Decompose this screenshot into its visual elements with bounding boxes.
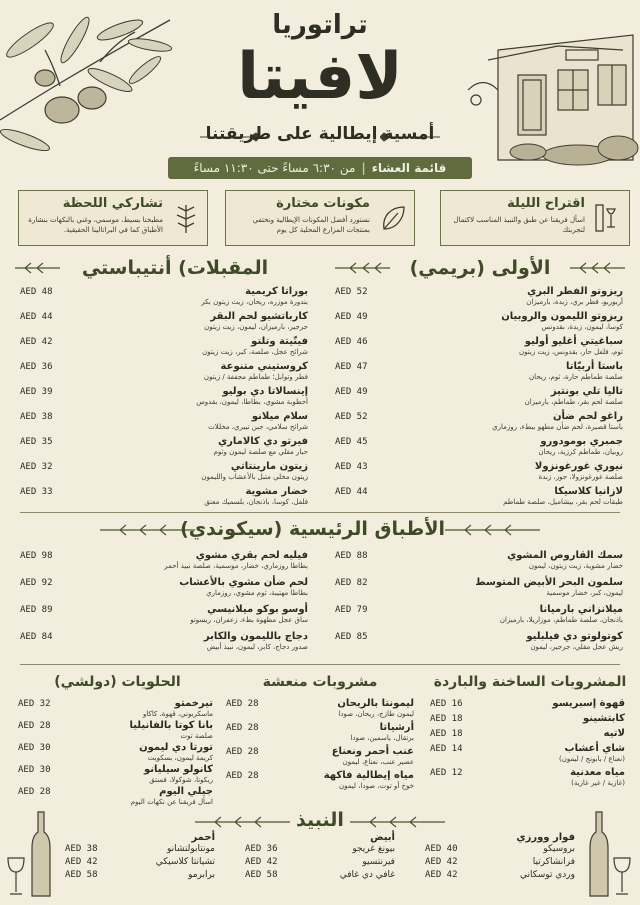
item-description: ريكوتا، شوكولا، فستق (149, 776, 213, 784)
wine-price: AED 42 (65, 857, 98, 867)
item-name: بانا كوتا بالفانيليا (129, 720, 213, 731)
wine-name: تشيانتا كلاسيكي (155, 857, 215, 867)
item-name: سلمون البحر الأبيض المتوسط (475, 577, 623, 588)
section-title-drinks-fresh: مشروبات منعشة (262, 674, 378, 690)
divider (20, 512, 620, 513)
feature-desc: اسأل فريقنا عن طبق والنبيذ المناسب لاكتمال لتجربتك (453, 216, 585, 234)
item-description: ماسكربوني، قهوة، كاكاو (143, 710, 213, 718)
item-price: AED 47 (335, 362, 368, 372)
item-description: صلصة طماطم حارة، ثوم، ريحان (528, 373, 623, 381)
item-price: AED 28 (18, 721, 51, 731)
item-description: ليمون طازج، ريحان، صودا (338, 710, 414, 718)
section-title-drinks-hot: المشروبات الساخنة والباردة (433, 674, 627, 690)
item-name: تاليا تلي بونتيز (550, 386, 623, 397)
item-name: راغو لحم ضأن (552, 411, 623, 422)
item-description: صلصة توت (180, 732, 213, 740)
item-name: نيوري غورغونزولا (534, 461, 623, 472)
item-description: بطاطا روزماري، خضار، موسمية، صلصة نبيذ أحمر (164, 562, 308, 570)
item-name: أوسو بوكو ميلانيسي (207, 604, 308, 615)
item-name: كروستيني متنوعة (220, 361, 308, 372)
item-description: أربوريو، فطر بري، زبدة، بارميزان (526, 298, 623, 306)
feature-selected-ingredients (225, 190, 415, 246)
item-name: سلام ميلانو (251, 411, 308, 422)
item-price: AED 49 (335, 312, 368, 322)
menu-item (20, 386, 308, 407)
wine-column-red (65, 832, 215, 882)
item-name: فيليه لحم بقري مشوي (195, 550, 308, 561)
item-name: عنب أحمر ونعناع (331, 746, 414, 757)
menu-item (335, 386, 623, 407)
item-description: (غازية / غير غازية) (571, 779, 625, 787)
menu-item (335, 361, 623, 382)
item-price: AED 85 (335, 632, 368, 642)
item-name: لاتيه (603, 728, 625, 739)
item-description: زيتون مخلي متبل بالأعشاب والليمون (201, 473, 308, 481)
item-description: باستا قصيرة، لحم ضأن مطهو ببطء، روزماري (492, 423, 623, 431)
item-description: حبار مقلي مع صلصة ليمون وثوم (213, 448, 308, 456)
item-name: إينسالاتا دي بوليو (222, 386, 308, 397)
antipasti-list (20, 286, 308, 511)
item-description: ساق عجل مطهوة بطء، زعفران، ريسوتو (190, 616, 308, 624)
item-price: AED 49 (335, 387, 368, 397)
menu-item (335, 286, 623, 307)
menu-item (335, 436, 623, 457)
menu-item (20, 411, 308, 432)
feature-desc: مطبخنا بسيط، موسمي، وغني بالنكهات بنشارة الأطباق كما في البراتالينا الحقيقية. (28, 216, 163, 234)
item-description: خوخ أو توت، صودا، ليمون (338, 782, 414, 790)
wine-item (245, 843, 395, 856)
wine-name: وردي توسكاني (519, 870, 575, 880)
item-name: زيتون مارينتاتي (230, 461, 308, 472)
restaurant-name: لافيتا (237, 40, 403, 114)
wine-item (245, 856, 395, 869)
item-description: (نعناع / بابونج / ليمون) (559, 755, 625, 763)
wine-bottle-icon (578, 808, 633, 900)
item-description: كوسا، ليمون، زبدة، بقدونس (541, 323, 623, 331)
drinks-fresh-list (226, 698, 414, 794)
wine-name: بروسيكو (543, 844, 575, 854)
feature-share-moment (18, 190, 208, 246)
dinner-menu-label: قائمة العشاء (371, 161, 447, 175)
item-price: AED 52 (335, 412, 368, 422)
section-title-antipasti: المقبلات) أنتيباستي (81, 257, 269, 279)
item-name: لازانيا كلاسيكا (554, 486, 623, 497)
item-name: كابتشينو (582, 713, 625, 724)
item-description: أحطوبة مشوي، بطاطا، ليمون، بقدوس (196, 398, 308, 406)
item-name: قهوة إسبريسو (552, 698, 625, 709)
item-price: AED 42 (20, 337, 53, 347)
dinner-hours-banner: قائمة العشاء | من ٦:٣٠ مساءً حتى ١١:٣٠ مساءً (168, 157, 472, 179)
branch-ornament (350, 816, 445, 828)
wine-name: برابرمو (188, 870, 215, 880)
secondi-list-left (20, 550, 308, 658)
leaf-icon (378, 201, 408, 235)
branch-ornament (570, 262, 625, 274)
menu-item (430, 743, 625, 764)
item-price: AED 33 (20, 487, 53, 497)
menu-item (430, 713, 625, 725)
wine-item (65, 869, 215, 882)
item-name: ريزوتو الفطر البري (527, 286, 623, 297)
menu-item (430, 698, 625, 710)
item-price: AED 46 (335, 337, 368, 347)
drinks-hot-list (430, 698, 625, 791)
section-title-wine: النبيذ (296, 809, 344, 831)
menu-item (18, 698, 213, 719)
item-name: فيرتو دي كالاماري (217, 436, 308, 447)
wine-column-heading: أحمر (191, 832, 215, 843)
item-name: مياه معدنية (570, 767, 625, 778)
item-description: كريمة ليمون، بسكويت (147, 754, 213, 762)
item-price: AED 79 (335, 605, 368, 615)
menu-item (335, 411, 623, 432)
item-name: لحم ضأن مشوي بالأعشاب (179, 577, 308, 588)
menu-item (335, 604, 623, 625)
item-price: AED 44 (20, 312, 53, 322)
wine-name: فرانشاكرتيا (532, 857, 575, 867)
item-price: AED 89 (20, 605, 53, 615)
menu-item (18, 742, 213, 763)
menu-item (18, 786, 213, 807)
primi-list (335, 286, 623, 511)
wine-name: مونتابولتشانو (167, 844, 215, 854)
wine-column-heading: فوار وورزي (516, 832, 575, 843)
item-name: جيلي اليوم (159, 786, 213, 797)
menu-item (20, 486, 308, 507)
item-price: AED 18 (430, 729, 463, 739)
wine-column-sparkling (425, 832, 575, 882)
wine-glasses-icon (593, 201, 623, 235)
item-price: AED 32 (20, 462, 53, 472)
item-description: طبقات لحم بقر، بيشاميل، صلصة طماطم (503, 498, 623, 506)
item-price: AED 82 (335, 578, 368, 588)
item-description: جرجير، بارميزان، ليمون، زيت زيتون (204, 323, 308, 331)
item-description: صدور دجاج، كابر، ليمون، نبيذ أبيض (206, 643, 308, 651)
menu-item (335, 577, 623, 598)
menu-item (226, 698, 414, 719)
section-title-dolci: الحلويات (دولشي) (54, 674, 181, 690)
item-name: مياه إيطالية فاكهة (323, 770, 414, 781)
wine-price: AED 42 (425, 870, 458, 880)
menu-item (20, 461, 308, 482)
menu-item (20, 604, 308, 625)
wine-name: فيرنتسيو (362, 857, 395, 867)
menu-item (20, 550, 308, 571)
item-price: AED 44 (335, 487, 368, 497)
wine-price: AED 42 (245, 857, 278, 867)
item-name: فيتّيتة وتلتو (251, 336, 308, 347)
item-price: AED 18 (430, 714, 463, 724)
item-description: فطر وتوابل؛ طماطم مجففة / زيتون (203, 373, 308, 381)
wine-bottle-icon (6, 808, 61, 900)
item-description: عصير عنب، نعناع، ليمون (342, 758, 414, 766)
item-price: AED 28 (18, 787, 51, 797)
menu-item (430, 728, 625, 740)
item-name: تيرخمتو (174, 698, 213, 709)
menu-item (430, 767, 625, 788)
herb-icon (171, 201, 201, 235)
branch-ornament (15, 262, 60, 274)
item-name: بوراتا كريمية (245, 286, 308, 297)
wine-price: AED 58 (245, 870, 278, 880)
wine-price: AED 58 (65, 870, 98, 880)
wine-price: AED 36 (245, 844, 278, 854)
wine-name: غافي دي غافي (339, 870, 395, 880)
feature-desc: نستورد أفضل المكونات الإيطالية ونختفي بمنتجات المزارع المحلية كل يوم (252, 216, 370, 234)
item-name: خضار مشوية (245, 486, 308, 497)
wine-name: بيونغ غريجو (352, 844, 395, 854)
menu-item (20, 286, 308, 307)
menu-item (335, 631, 623, 652)
menu-item (20, 577, 308, 598)
item-price: AED 45 (335, 437, 368, 447)
dinner-hours: من ٦:٣٠ مساءً حتى ١١:٣٠ مساءً (193, 161, 356, 175)
item-price: AED 12 (430, 768, 463, 778)
item-description: شرائح عجل، صلصة، كبر، زيت زيتون (202, 348, 308, 356)
item-name: سباغيتي أغليو أوليو (524, 336, 623, 347)
item-price: AED 14 (430, 744, 463, 754)
section-title-primi: الأولى (بريمي) (409, 257, 551, 279)
item-price: AED 16 (430, 699, 463, 709)
branch-ornament (445, 524, 540, 536)
item-name: جمبري بومودورو (540, 436, 623, 447)
item-name: أرشياتا (379, 722, 414, 733)
item-description: خضار مشوية، زيت زيتون، ليمون (528, 562, 623, 570)
feature-tonight-suggestion (440, 190, 630, 246)
wine-price: AED 42 (425, 857, 458, 867)
wine-column-white (245, 832, 395, 882)
item-price: AED 84 (20, 632, 53, 642)
item-description: بندورة موزره، ريحان، زيت زيتون بكر (201, 298, 308, 306)
menu-item (18, 764, 213, 785)
menu-item (335, 486, 623, 507)
item-name: كوتولوتو دي فيلبليو (526, 631, 623, 642)
item-price: AED 28 (226, 771, 259, 781)
item-price: AED 92 (20, 578, 53, 588)
item-price: AED 43 (335, 462, 368, 472)
item-name: كارباتشيو لحم البقر (210, 311, 308, 322)
item-description: روبيان، طماطم كرزية، ريحان (538, 448, 623, 456)
item-name: سمك القاروص المشوي (507, 550, 623, 561)
wine-item (65, 843, 215, 856)
menu-item (226, 722, 414, 743)
wine-price: AED 38 (65, 844, 98, 854)
item-description: فلفل، كوسا، باذنجان، بلسميك معتق (204, 498, 308, 506)
item-description: بطاطا مهتيبة، ثوم مشوي، روزماري (206, 589, 308, 597)
item-price: AED 30 (18, 765, 51, 775)
menu-item (226, 770, 414, 791)
header-subtitle: تراتوريا (272, 10, 368, 40)
item-price: AED 36 (20, 362, 53, 372)
menu-item (226, 746, 414, 767)
menu-item (20, 631, 308, 652)
item-name: شاي أعشاب (564, 743, 625, 754)
feature-title: تشاركي اللحظة (62, 196, 163, 211)
item-description: باذنجان، صلصة طماطم، موزاريلا، بارميزان (499, 616, 623, 624)
item-name: ميلانزاني بارميانا (539, 604, 623, 615)
item-name: باستا أربيّاتا (566, 361, 623, 372)
item-price: AED 32 (18, 699, 51, 709)
item-description: ليمون، كبر، خضار موسمية (546, 589, 623, 597)
secondi-list-right (335, 550, 623, 658)
item-description: ريش عجل مقلي، جرجير، ليمون (530, 643, 623, 651)
item-price: AED 28 (226, 699, 259, 709)
item-price: AED 88 (335, 551, 368, 561)
item-name: ليمونتا بالريحان (337, 698, 414, 709)
divider (20, 664, 620, 665)
item-name: تورتا دي ليمون (139, 742, 213, 753)
feature-title: مكونات مختارة (276, 196, 370, 211)
item-description: صلصة غورغونزولا، جوز، زبدة (538, 473, 623, 481)
item-price: AED 98 (20, 551, 53, 561)
wine-item (425, 869, 575, 882)
item-name: دجاج بالليمون والكابر (203, 631, 308, 642)
item-price: AED 28 (226, 747, 259, 757)
section-title-secondi: الأطباق الرئيسية (سيكوندي) (180, 518, 445, 540)
item-name: ريزوتو الليمون والروبيان (501, 311, 623, 322)
wine-price: AED 40 (425, 844, 458, 854)
menu-item (335, 550, 623, 571)
feature-title: اقتراح الليلة (507, 196, 585, 211)
item-description: شرائح سلامي، جبن تيبري، مخللات (208, 423, 308, 431)
item-price: AED 38 (20, 412, 53, 422)
menu-item (18, 720, 213, 741)
menu-item (335, 336, 623, 357)
wine-item (65, 856, 215, 869)
menu-item (335, 461, 623, 482)
wine-item (425, 843, 575, 856)
menu-item (20, 436, 308, 457)
item-description: اسأل فريقنا عن نكهات اليوم (130, 798, 213, 806)
menu-item (20, 311, 308, 332)
menu-item (20, 336, 308, 357)
wine-column-heading: أبيض (370, 832, 395, 843)
item-price: AED 48 (20, 287, 53, 297)
wine-item (245, 869, 395, 882)
item-description: برتقال، ياسمين، صودا (350, 734, 414, 742)
item-price: AED 30 (18, 743, 51, 753)
item-price: AED 35 (20, 437, 53, 447)
menu-item (20, 361, 308, 382)
branch-ornament (195, 816, 290, 828)
item-price: AED 28 (226, 723, 259, 733)
wine-item (425, 856, 575, 869)
dolci-list (18, 698, 213, 808)
tagline: أمسية إيطالية على طريقتنا (205, 124, 435, 144)
menu-item (335, 311, 623, 332)
item-price: AED 39 (20, 387, 53, 397)
item-name: كانولو سيليانو (144, 764, 213, 775)
item-description: ثوم، فلفل حار، بقدونس، زيت زيتون (519, 348, 623, 356)
item-description: صلصة لحم بقر، طماطم، بارميزان (524, 398, 623, 406)
branch-ornament (335, 262, 390, 274)
item-price: AED 52 (335, 287, 368, 297)
